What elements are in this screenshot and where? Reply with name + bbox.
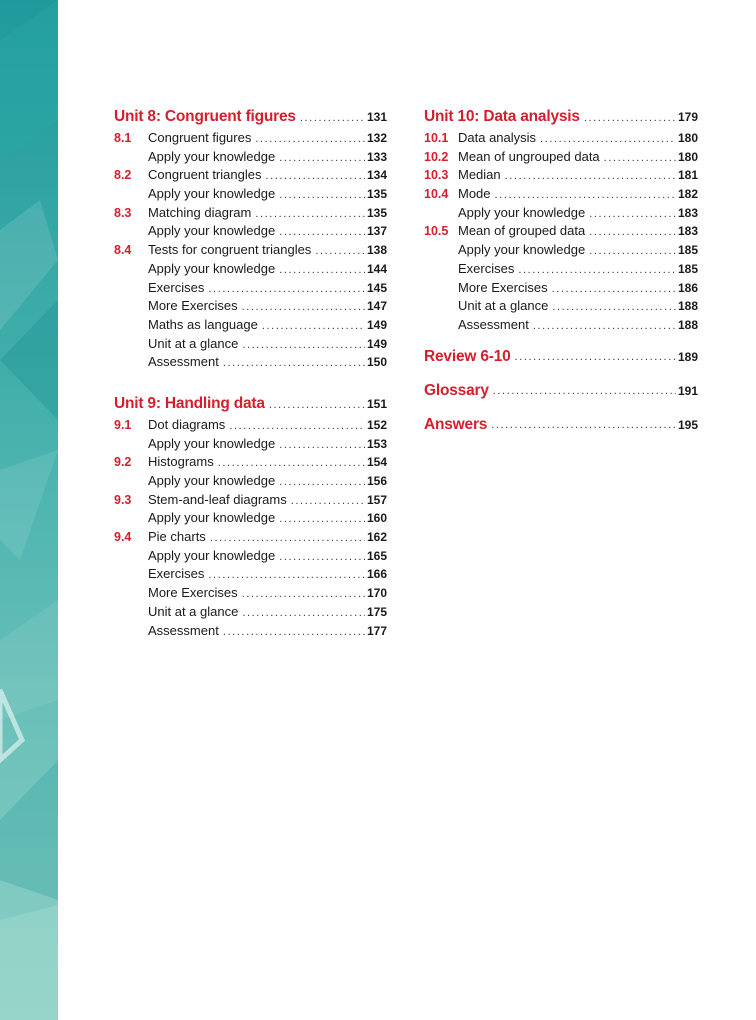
dot-leader — [242, 588, 365, 600]
toc-entry[interactable] — [114, 186, 387, 205]
section-number: 9.3 — [114, 492, 132, 507]
entry-page: 183 — [677, 205, 698, 220]
entry-label: Apply your knowledge — [458, 204, 586, 220]
section-number: 8.4 — [114, 243, 132, 258]
entry-page: 157 — [366, 492, 387, 507]
dot-leader — [552, 283, 676, 295]
toc-entry[interactable] — [424, 186, 698, 205]
toc-entry[interactable] — [114, 585, 387, 604]
entry-label: More Exercises — [148, 585, 238, 601]
dot-leader — [279, 264, 365, 276]
unit-8-heading[interactable] — [114, 108, 387, 130]
toc-entry[interactable] — [424, 130, 698, 149]
entry-page: 180 — [677, 131, 698, 145]
entry-page: 132 — [366, 131, 387, 145]
section-number: 10.3 — [424, 168, 449, 183]
entry-page: 153 — [366, 436, 387, 451]
section-number: 10.1 — [424, 131, 449, 145]
toc-entry[interactable] — [424, 205, 698, 224]
dot-leader — [505, 170, 676, 182]
dot-leader — [279, 513, 365, 525]
dot-leader — [229, 420, 365, 432]
toc-entry[interactable] — [114, 454, 387, 473]
unit-title: Unit 8: Congruent figures — [114, 108, 296, 125]
dot-leader — [279, 189, 365, 201]
entry-label: Apply your knowledge — [148, 547, 276, 563]
entry-page: 181 — [677, 168, 698, 183]
glossary-title: Glossary — [424, 381, 489, 399]
toc-entry[interactable] — [114, 436, 387, 455]
dot-leader — [210, 532, 365, 544]
toc-entry[interactable] — [114, 529, 387, 548]
entry-label: Apply your knowledge — [148, 510, 276, 526]
dot-leader — [279, 439, 365, 451]
toc-entry[interactable] — [424, 317, 698, 336]
entry-page: 186 — [677, 280, 698, 295]
entry-page: 149 — [366, 317, 387, 332]
dot-leader — [540, 133, 676, 145]
entry-page: 134 — [366, 168, 387, 183]
toc-entry[interactable] — [114, 492, 387, 511]
entry-page: 177 — [366, 623, 387, 638]
section-number: 9.1 — [114, 417, 132, 432]
toc-entry[interactable] — [114, 242, 387, 261]
dot-leader — [589, 208, 676, 220]
entry-label: Mean of ungrouped data — [458, 148, 600, 164]
entry-page: 188 — [677, 299, 698, 314]
dot-leader — [552, 301, 676, 313]
toc-entry[interactable] — [424, 223, 698, 242]
toc-entry[interactable] — [114, 566, 387, 585]
toc-entry[interactable] — [424, 261, 698, 280]
toc-entry[interactable] — [114, 167, 387, 186]
toc-entry[interactable] — [114, 261, 387, 280]
entry-page: 160 — [366, 511, 387, 526]
entry-page: 170 — [366, 586, 387, 601]
dot-leader — [242, 301, 365, 313]
entry-label: Exercises — [148, 279, 205, 295]
dot-leader — [208, 569, 365, 581]
dot-leader — [265, 170, 365, 182]
dot-leader — [495, 189, 676, 201]
entry-label: Mean of grouped data — [458, 223, 586, 239]
entry-page: 182 — [677, 187, 698, 202]
toc-entry[interactable] — [424, 280, 698, 299]
toc-entry[interactable] — [114, 317, 387, 336]
dot-leader — [518, 264, 676, 276]
unit-page: 151 — [366, 396, 387, 411]
dot-leader — [589, 245, 676, 257]
entry-label: Data analysis — [458, 130, 537, 145]
review-title: Review 6-10 — [424, 347, 511, 365]
dot-leader — [218, 457, 365, 469]
entry-page: 165 — [366, 548, 387, 563]
section-number: 10.5 — [424, 224, 449, 239]
unit-9-entries — [114, 417, 387, 641]
entry-label: More Exercises — [148, 298, 238, 314]
answers-heading[interactable] — [424, 408, 698, 442]
toc-entry[interactable] — [114, 205, 387, 224]
entry-page: 162 — [366, 530, 387, 545]
entry-label: Unit at a glance — [458, 298, 549, 314]
dot-leader — [242, 339, 365, 351]
entry-page: 138 — [366, 243, 387, 258]
review-page: 189 — [677, 349, 698, 364]
entry-page: 135 — [366, 187, 387, 202]
dot-leader — [604, 152, 676, 164]
dot-leader — [242, 607, 365, 619]
entry-page: 185 — [677, 243, 698, 258]
dot-leader — [223, 357, 365, 369]
section-number: 10.2 — [424, 149, 449, 164]
entry-label: Pie charts — [148, 529, 206, 545]
entry-label: Congruent triangles — [148, 167, 262, 183]
toc-entry[interactable] — [114, 417, 387, 436]
toc-entry[interactable] — [114, 623, 387, 642]
section-number: 9.4 — [114, 530, 132, 545]
toc-entry[interactable] — [114, 336, 387, 355]
dot-leader — [279, 152, 365, 164]
entry-page: 154 — [366, 455, 387, 470]
entry-label: Mode — [458, 186, 491, 202]
toc-entry[interactable] — [114, 604, 387, 623]
entry-label: Exercises — [148, 566, 205, 582]
toc-left-column — [114, 108, 387, 641]
entry-label: Matching diagram — [148, 204, 252, 220]
entry-label: Stem-and-leaf diagrams — [148, 491, 287, 507]
section-number: 8.3 — [114, 205, 132, 220]
decorative-sidebar — [0, 0, 58, 1020]
dot-leader — [279, 551, 365, 563]
unit-8-entries — [114, 130, 387, 373]
entry-page: 188 — [677, 317, 698, 332]
unit-title: Unit 10: Data analysis — [424, 108, 580, 125]
section-number: 8.1 — [114, 131, 132, 145]
entry-label: Apply your knowledge — [148, 186, 276, 202]
dot-leader — [291, 495, 365, 507]
unit-title: Unit 9: Handling data — [114, 394, 265, 412]
toc-entry[interactable] — [114, 223, 387, 242]
entry-page: 185 — [677, 261, 698, 276]
entry-label: Unit at a glance — [148, 335, 239, 351]
entry-label: Assessment — [148, 622, 219, 638]
toc-entry[interactable] — [114, 130, 387, 149]
entry-label: Apply your knowledge — [148, 148, 276, 164]
entry-page: 145 — [366, 280, 387, 295]
glossary-heading[interactable] — [424, 374, 698, 408]
unit-page: 179 — [677, 110, 698, 124]
answers-title: Answers — [424, 415, 488, 433]
entry-label: Maths as language — [148, 316, 258, 332]
review-heading[interactable] — [424, 340, 698, 374]
answers-page: 195 — [677, 417, 698, 432]
toc-entry[interactable] — [114, 354, 387, 373]
entry-page: 133 — [366, 149, 387, 164]
unit-10-entries — [424, 130, 698, 336]
toc-entry[interactable] — [114, 548, 387, 567]
toc-entry[interactable] — [424, 242, 698, 261]
entry-page: 144 — [366, 261, 387, 276]
unit-9-heading[interactable] — [114, 395, 387, 417]
dot-leader — [279, 226, 365, 238]
entry-page: 180 — [677, 149, 698, 164]
entry-label: Dot diagrams — [148, 416, 226, 432]
entry-page: 166 — [366, 567, 387, 582]
entry-label: More Exercises — [458, 279, 548, 295]
dot-leader — [279, 476, 365, 488]
entry-page: 150 — [366, 355, 387, 370]
dot-leader — [589, 226, 676, 238]
entry-page: 149 — [366, 336, 387, 351]
entry-label: Apply your knowledge — [148, 223, 276, 239]
toc-entry[interactable] — [424, 149, 698, 168]
dot-leader — [262, 320, 365, 332]
entry-page: 156 — [366, 474, 387, 488]
entry-page: 135 — [366, 205, 387, 220]
entry-page: 175 — [366, 604, 387, 619]
unit-10-heading[interactable] — [424, 108, 698, 130]
toc-entry[interactable] — [114, 280, 387, 299]
entry-page: 147 — [366, 299, 387, 314]
toc-entry[interactable] — [424, 298, 698, 317]
entry-label: Histograms — [148, 454, 214, 470]
toc-entry[interactable] — [424, 167, 698, 186]
dot-leader — [533, 320, 676, 332]
toc-entry[interactable] — [114, 510, 387, 529]
section-number: 9.2 — [114, 455, 132, 470]
entry-page: 183 — [677, 224, 698, 239]
entry-label: Apply your knowledge — [148, 473, 276, 488]
toc-entry[interactable] — [114, 473, 387, 492]
entry-label: Apply your knowledge — [148, 435, 276, 451]
dot-leader — [255, 133, 365, 145]
entry-label: Assessment — [148, 354, 219, 370]
entry-label: Congruent figures — [148, 130, 252, 145]
entry-label: Apply your knowledge — [458, 242, 586, 258]
toc-entry[interactable] — [114, 149, 387, 168]
section-number: 10.4 — [424, 187, 449, 202]
entry-page: 152 — [366, 417, 387, 432]
entry-label: Apply your knowledge — [148, 260, 276, 276]
dot-leader — [255, 208, 365, 220]
sidebar-pattern — [0, 0, 58, 1020]
entry-label: Assessment — [458, 316, 529, 332]
glossary-page: 191 — [677, 383, 698, 398]
entry-label: Unit at a glance — [148, 603, 239, 619]
toc-entry[interactable] — [114, 298, 387, 317]
toc-right-column — [424, 108, 698, 442]
dot-leader — [223, 626, 365, 638]
entry-label: Exercises — [458, 260, 515, 276]
entry-page: 137 — [366, 224, 387, 239]
entry-label: Tests for congruent triangles — [148, 242, 312, 258]
entry-label: Median — [458, 167, 501, 183]
unit-page: 131 — [366, 110, 387, 124]
dot-leader — [315, 245, 365, 257]
section-number: 8.2 — [114, 168, 132, 183]
dot-leader — [208, 283, 365, 295]
